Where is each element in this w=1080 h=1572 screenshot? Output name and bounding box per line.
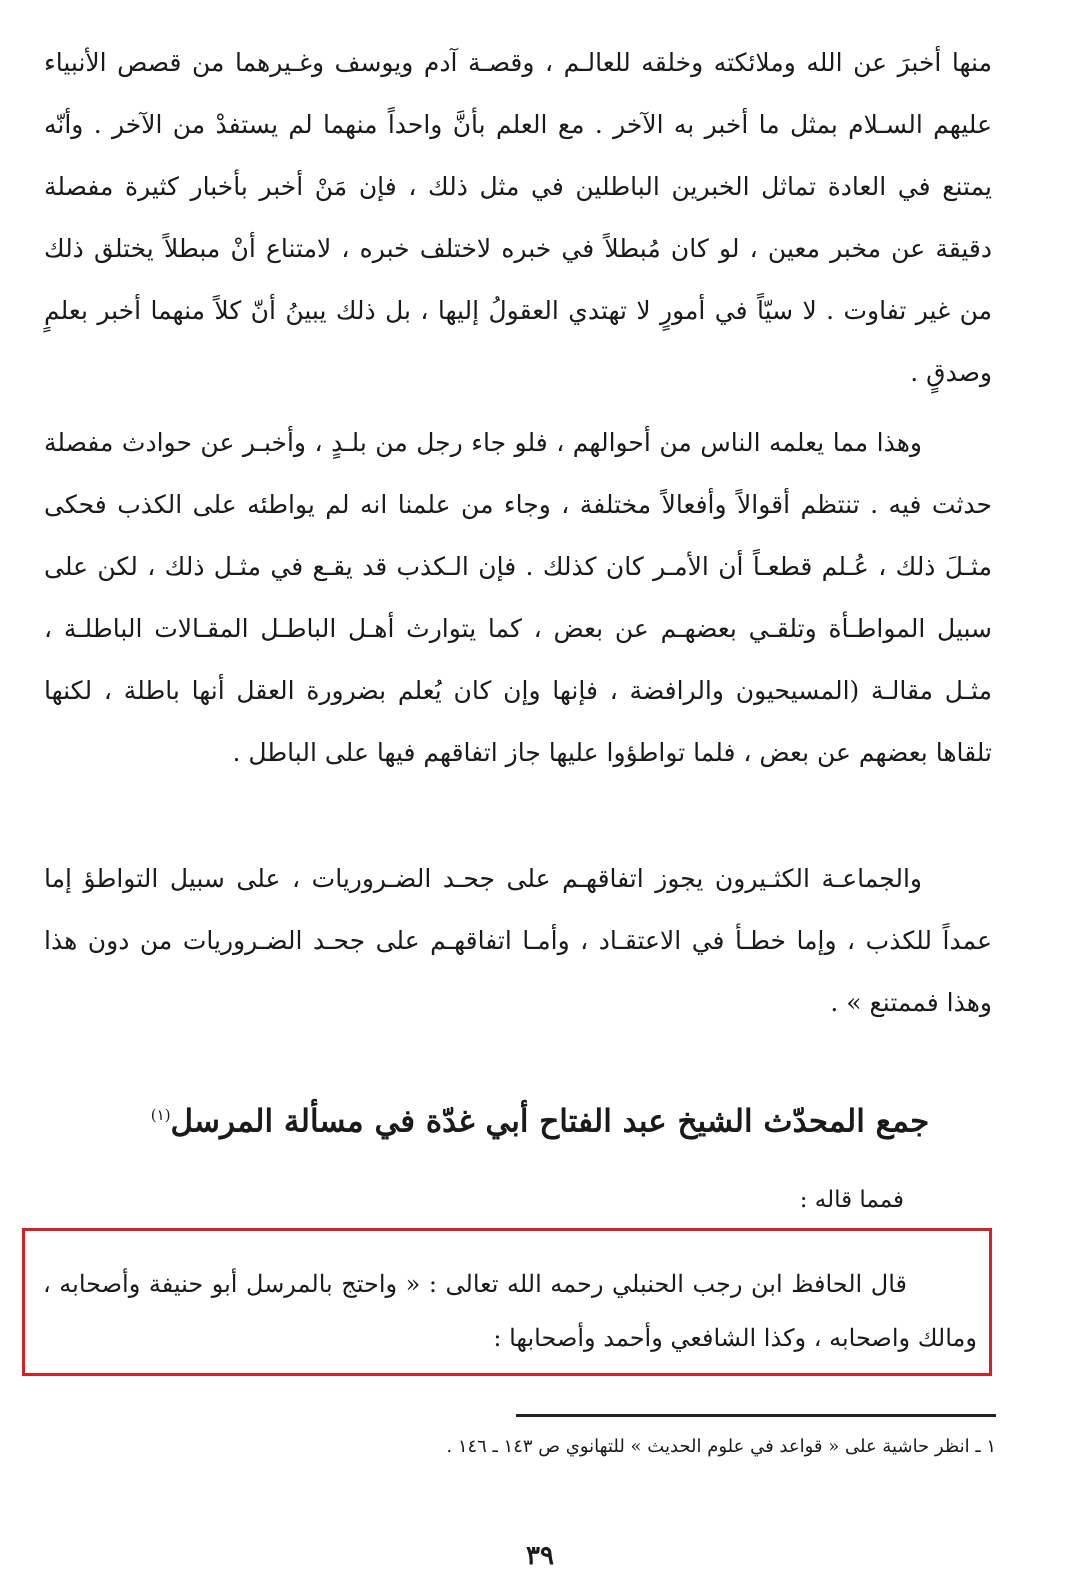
section-heading-text: جمع المحدّث الشيخ عبد الفتاح أبي غدّة في مسألة المرسل: [170, 1103, 930, 1140]
body-paragraph-1: منها أخبرَ عن الله وملائكته وخلقه للعالـم ، وقصـة آدم ويوسف وغـيرهما من قصص الأنبياء عليهم السـلام بمثل ما أخبر به الآخر . مع العلم بأنَّ واحداً منهما لم يستفدْ من الآخر . وأنّه يمتنع في العادة تماثل الخبرين الباطلين في مثل ذلك ، فإن مَنْ أخبر بأخبار كثيرة مفصلة دقيقة عن مخبر معين ، لو كان مُبطلاً في خبره لاختلف خبره ، لامتناع أنْ مبطلاً يختلق ذلك من غير تفاوت . لا سيّاً في أمورٍ لا تهتدي العقولُ إليها ، بل ذلك يبينُ أنّ كلاً منهما أخبر بعلمٍ وصدقٍ .: [44, 48, 992, 387]
page-number: ٣٩: [526, 1541, 554, 1571]
highlighted-quote-text: قال الحافظ ابن رجب الحنبلي رحمه الله تعالى : « واحتج بالمرسل أبو حنيفة وأصحابه ، ومالك واصحابه ، وكذا الشافعي وأحمد وأصحابها :: [43, 1270, 977, 1352]
footnote-marker: (١): [150, 1106, 171, 1124]
footnote-text: ١ ـ انظر حاشية على « قواعد في علوم الحديث » للتهانوي ص ١٤٣ ـ ١٤٦ .: [446, 1436, 996, 1457]
footnote-divider: [516, 1414, 996, 1417]
highlighted-quote-box: [22, 1228, 992, 1376]
section-intro: فمما قاله :: [799, 1187, 904, 1213]
body-paragraph-3: والجماعـة الكثـيرون يجوز اتفاقهـم على جحـد الضـروريات ، على سبيل التواطؤ إما عمداً للكذب ، وإما خطـأ في الاعتقـاد ، وأمـا اتفاقهـم على جحـد الضـروريات من دون هذا وهذا فممتنع » .: [44, 864, 992, 1017]
section-heading: [0, 1090, 1080, 1146]
body-paragraph-2: وهذا مما يعلمه الناس من أحوالهم ، فلو جاء رجل من بلـدٍ ، وأخبـر عن حوادث مفصلة حدثت فيه . تنتظم أقوالاً وأفعالاً مختلفة ، وجاء من علمنا انه لم يواطئه على الكذب فحكى مثـلَ ذلك ، عُـلم قطعـاً أن الأمـر كان كذلك . فإن الـكذب قد يقـع في مثـل ذلك ، لكن على سبيل المواطـأة وتلقـي بعضهـم عن بعض ، كما يتوارث أهـل الباطـل المقـالات الباطلـة ، مثـل مقالـة (المسيحيون والرافضة ، فإنها وإن كان يُعلم بضرورة العقل أنها باطلة ، لكنها تلقاها بعضهم عن بعض ، فلما تواطؤوا عليها جاز اتفاقهم فيها على الباطل .: [44, 428, 992, 767]
